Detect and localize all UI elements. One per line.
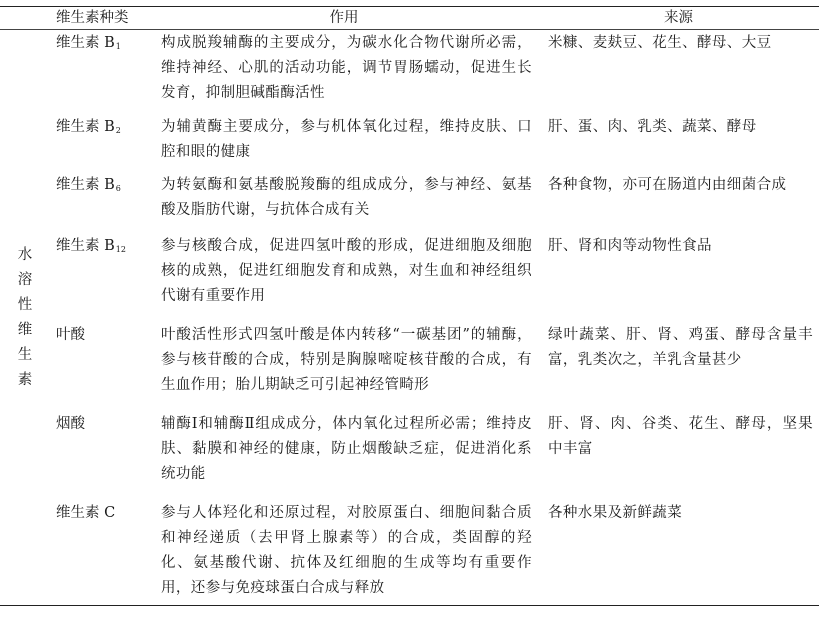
vitamin-function: 参与核酸合成，促进四氢叶酸的形成，促进细胞及细胞核的成熟，促进红细胞发育和成熟，对生血和神经组织代谢有重要作用 — [161, 238, 532, 304]
header-function: 作用 — [329, 10, 359, 26]
vitamin-source: 肝、肾、肉、谷类、花生、酵母，坚果中丰富 — [548, 416, 813, 457]
group-label-cell — [0, 30, 44, 606]
vitamin-name-text: 维生素 B — [56, 35, 115, 51]
table-row — [0, 322, 819, 411]
vitamin-name-text: 烟酸 — [56, 416, 85, 432]
vitamin-source: 各种食物，亦可在肠道内由细菌合成 — [548, 177, 787, 193]
vitamin-name — [44, 500, 150, 606]
vitamin-source: 各种水果及新鲜蔬菜 — [548, 505, 683, 521]
vitamin-source: 肝、肾和肉等动物性食品 — [548, 238, 712, 254]
vitamin-function: 参与人体羟化和还原过程，对胶原蛋白、细胞间黏合质和神经递质（去甲肾上腺素等）的合成，类固醇的羟化、氨基酸代谢、抗体及红细胞的生成等均有重要作用，还参与免疫球蛋白合成与释放 — [161, 505, 532, 596]
vitamin-function: 辅酶Ⅰ和辅酶Ⅱ组成成分，体内氧化过程所必需；维持皮肤、黏膜和神经的健康，防止烟酸缺乏症，促进消化系统功能 — [161, 416, 532, 482]
vitamin-source: 米糠、麦麸豆、花生、酵母、大豆 — [548, 35, 772, 51]
vitamin-subscript: 12 — [115, 245, 126, 254]
vitamin-function: 为辅黄酶主要成分，参与机体氧化过程，维持皮肤、口腔和眼的健康 — [161, 119, 532, 160]
vitamin-name-text: 维生素 C — [56, 505, 116, 521]
header-type: 维生素种类 — [56, 10, 129, 26]
group-label: 水溶性维生素 — [17, 246, 33, 388]
vitamin-name-text: 维生素 B — [56, 177, 115, 193]
vitamin-name-text: 维生素 B — [56, 238, 115, 254]
vitamin-name — [44, 114, 150, 172]
vitamin-function: 叶酸活性形式四氢叶酸是体内转移“一碳基团”的辅酶，参与核苷酸的合成，特别是胸腺嘧啶核苷酸的合成，有生血作用；胎儿期缺乏可引起神经管畸形 — [161, 327, 532, 393]
table-row — [0, 114, 819, 172]
vitamin-name — [44, 172, 150, 233]
vitamin-source: 肝、蛋、肉、乳类、蔬菜、酵母 — [548, 119, 757, 135]
vitamin-function: 为转氨酶和氨基酸脱羧酶的组成成分，参与神经、氨基酸及脂肪代谢，与抗体合成有关 — [161, 177, 532, 218]
vitamin-name — [44, 233, 150, 322]
table-row — [0, 233, 819, 322]
vitamin-source: 绿叶蔬菜、肝、肾、鸡蛋、酵母含量丰富，乳类次之，羊乳含量甚少 — [548, 327, 813, 368]
vitamin-subscript: 1 — [115, 42, 121, 51]
table-row — [0, 172, 819, 233]
table-row — [0, 30, 819, 115]
vitamin-subscript: 2 — [115, 126, 121, 135]
header-group-cell — [0, 7, 44, 30]
vitamin-function: 构成脱羧辅酶的主要成分，为碳水化合物代谢所必需，维持神经、心肌的活动功能，调节胃肠蠕动，促进生长发育，抑制胆碱酯酶活性 — [161, 35, 532, 101]
vitamin-name — [44, 30, 150, 115]
vitamin-name — [44, 322, 150, 411]
vitamin-subscript: 6 — [115, 184, 121, 193]
vitamin-name — [44, 411, 150, 500]
table-header-row — [0, 7, 819, 30]
vitamin-name-text: 叶酸 — [56, 327, 85, 343]
vitamin-table — [0, 6, 819, 606]
vitamin-name-text: 维生素 B — [56, 119, 115, 135]
header-source: 来源 — [664, 10, 693, 26]
table-row — [0, 411, 819, 500]
table-row — [0, 500, 819, 606]
